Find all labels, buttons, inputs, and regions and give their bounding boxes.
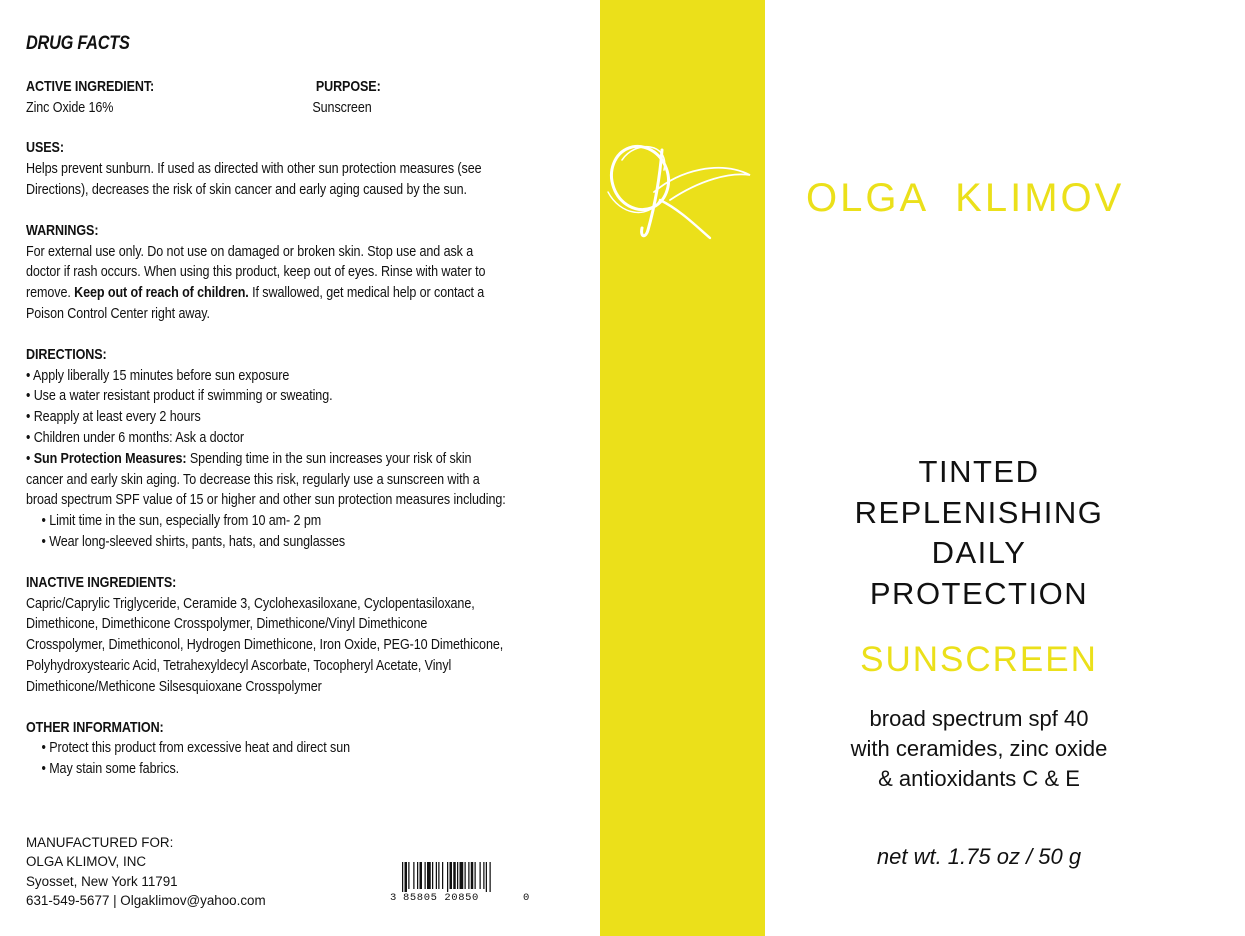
- product-name-line: REPLENISHING: [854, 494, 1104, 530]
- product-subtitle: SUNSCREEN: [860, 640, 1098, 679]
- sun-protection-measures: [26, 449, 508, 511]
- barcode-bar: [413, 862, 414, 889]
- brand-name: OLGA KLIMOV: [806, 176, 1125, 220]
- barcode-bar: [486, 862, 487, 892]
- barcode-bar: [447, 862, 448, 892]
- directions-section: [26, 345, 508, 553]
- barcode-bar: [480, 862, 481, 889]
- warnings-text-part-2: If swallowed, get medical help or contact a Poison Control Center right away.: [26, 285, 485, 322]
- inactive-ingredients-section: [26, 573, 508, 698]
- warnings-header: WARNINGS:: [26, 222, 99, 239]
- uses-section: [26, 138, 508, 200]
- uses-header: USES:: [26, 140, 64, 157]
- product-name-line: DAILY: [931, 535, 1027, 570]
- manufacturer-header: MANUFACTURED FOR:: [26, 835, 174, 850]
- product-description: [800, 704, 1158, 794]
- description-line: broad spectrum spf 40: [869, 706, 1089, 731]
- barcode-bar: [438, 862, 439, 889]
- directions-item: • Use a water resistant product if swimming or sweating.: [26, 388, 333, 405]
- description-line: & antioxidants C & E: [878, 766, 1080, 791]
- warnings-text-part-1: For external use only. Do not use on damaged or broken skin. Stop use and ask a doctor if rash occurs. When using this product, keep out of eyes. Rinse with water to remove.: [26, 243, 486, 302]
- other-information-header: OTHER INFORMATION:: [26, 719, 164, 736]
- barcode: [390, 862, 532, 906]
- barcode-bar: [442, 862, 443, 889]
- warnings-text: [26, 242, 508, 325]
- barcode-first-digit: 3: [390, 892, 397, 904]
- directions-item: • Children under 6 months: Ask a doctor: [26, 429, 245, 446]
- bullet: •: [26, 450, 34, 467]
- barcode-bar: [483, 862, 484, 889]
- manufacturer-address: Syosset, New York 11791: [26, 873, 178, 889]
- sun-protection-subitem: • Wear long-sleeved shirts, pants, hats, and sunglasses: [41, 533, 346, 550]
- drug-facts-title: DRUG FACTS: [26, 33, 130, 54]
- active-ingredient-section: [26, 77, 508, 119]
- barcode-bar: [427, 862, 431, 889]
- barcode-bar: [420, 862, 423, 889]
- directions-item: • Apply liberally 15 minutes before sun exposure: [26, 367, 290, 384]
- ok-monogram-logo: [600, 130, 765, 250]
- warnings-bold: Keep out of reach of children.: [74, 285, 249, 302]
- description-line: with ceramides, zinc oxide: [850, 736, 1108, 761]
- inactive-ingredients-text: Capric/Caprylic Triglyceride, Ceramide 3, Cyclohexasiloxane, Cyclopentasiloxane, Dimethicone, Dimethicone Crosspolymer, Dimethicone/Vinyl Dimethicone Crosspolymer, Dimethiconol, Hydrogen Dimethicone, Iron Oxide, PEG-10 Dimethicone, Polyhydroxystearic Acid, Tetrahexyldecyl Ascorbate, Tocopheryl Acetate, Vinyl Dimethicone/Methicone Silsesquioxane Crosspolymer: [26, 595, 504, 695]
- directions-item: • Reapply at least every 2 hours: [26, 409, 201, 426]
- barcode-bar: [468, 862, 469, 889]
- barcode-bar: [490, 862, 491, 892]
- barcode-bar: [417, 862, 418, 889]
- barcode-bar: [475, 862, 476, 889]
- net-weight: net wt. 1.75 oz / 50 g: [876, 844, 1082, 869]
- active-ingredient-value: Zinc Oxide 16%: [26, 99, 114, 116]
- barcode-middle-digits: 85805 20850: [403, 892, 479, 904]
- barcode-last-digit: 0: [523, 892, 530, 904]
- directions-header: DIRECTIONS:: [26, 346, 107, 363]
- sun-protection-measures-text: Spending time in the sun increases your risk of skin cancer and early skin aging. To decrease this risk, regularly use a sunscreen with a broad spectrum SPF value of 15 or higher and other sun protection measures including:: [26, 450, 506, 509]
- warnings-section: [26, 221, 508, 325]
- product-name: [800, 452, 1158, 614]
- barcode-bar: [453, 862, 456, 889]
- barcode-bar: [450, 862, 453, 889]
- product-name-line: TINTED: [918, 454, 1040, 489]
- barcode-bar: [460, 862, 464, 889]
- barcode-bar: [402, 862, 403, 892]
- purpose-value: Sunscreen: [312, 99, 372, 116]
- barcode-bar: [425, 862, 426, 889]
- purpose-header: PURPOSE:: [315, 78, 381, 95]
- other-information-item: • Protect this product from excessive heat and direct sun: [41, 740, 351, 757]
- barcode-bars: [390, 862, 532, 892]
- manufacturer-contact: 631-549-5677 | Olgaklimov@yahoo.com: [26, 892, 266, 908]
- inactive-ingredients-header: INACTIVE INGREDIENTS:: [26, 574, 177, 591]
- sun-protection-measures-label: Sun Protection Measures:: [33, 450, 187, 467]
- manufacturer-block: [26, 833, 266, 910]
- barcode-bar: [471, 862, 474, 889]
- drug-facts-panel: [26, 34, 508, 800]
- barcode-bar: [432, 862, 433, 889]
- barcode-bar: [436, 862, 437, 889]
- barcode-bar: [465, 862, 466, 889]
- active-ingredient-header: ACTIVE INGREDIENT:: [26, 78, 155, 95]
- barcode-bar: [405, 862, 408, 892]
- sun-protection-subitem: • Limit time in the sun, especially from 10 am- 2 pm: [41, 513, 322, 530]
- uses-text: Helps prevent sunburn. If used as directed with other sun protection measures (see Directions), decreases the risk of skin cancer and early aging caused by the sun.: [26, 161, 482, 198]
- barcode-bar: [457, 862, 458, 889]
- product-name-line: PROTECTION: [869, 575, 1089, 611]
- barcode-bar: [408, 862, 409, 889]
- other-information-section: [26, 718, 508, 780]
- other-information-item: • May stain some fabrics.: [41, 761, 180, 778]
- manufacturer-name: OLGA KLIMOV, INC: [26, 854, 147, 870]
